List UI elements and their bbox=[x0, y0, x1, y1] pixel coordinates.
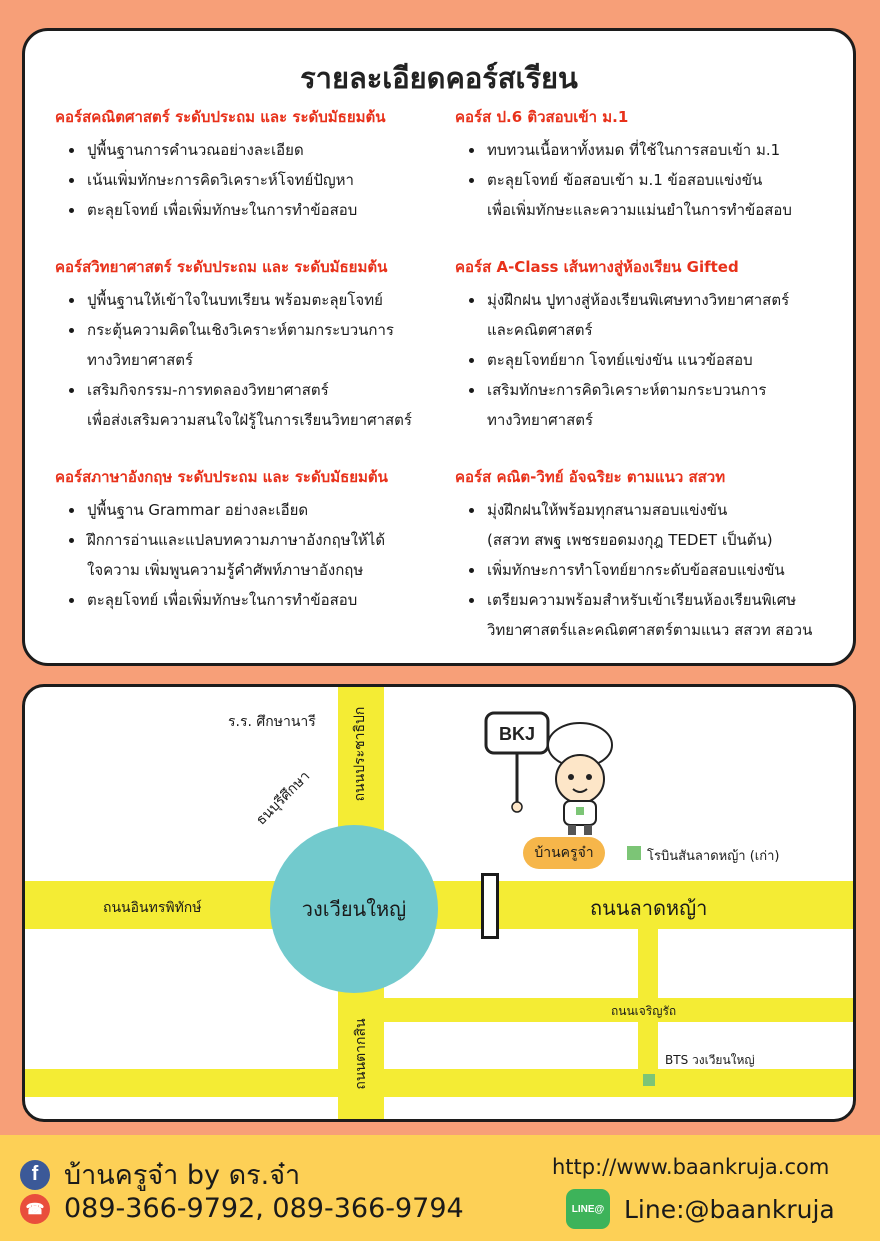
course-block bbox=[55, 465, 435, 615]
school-label: ร.ร. ศึกษานารี bbox=[228, 714, 316, 730]
course-bullet: เน้นเพิ่มทักษะการคิดวิเคราะห์โจทย์ปัญหา bbox=[55, 165, 435, 195]
road-bottom bbox=[25, 1069, 856, 1097]
course-bullet: ตะลุยโจทย์ เพื่อเพิ่มทักษะในการทำข้อสอบ bbox=[55, 195, 435, 225]
course-bullet: ตะลุยโจทย์ ข้อสอบเข้า ม.1 ข้อสอบแข่งขัน เพื่อเพิ่มทักษะและความแม่นยำในการทำข้อสอบ bbox=[455, 165, 845, 225]
robinson-label: โรบินสันลาดหญ้า (เก่า) bbox=[647, 849, 780, 864]
line-id[interactable]: Line:@baankruja bbox=[624, 1194, 835, 1224]
course-bullet: ปูพื้นฐานให้เข้าใจในบทเรียน พร้อมตะลุยโจทย์ bbox=[55, 285, 435, 315]
building-marker bbox=[481, 873, 499, 939]
course-bullet: ฝึกการอ่านและแปลบทความภาษาอังกฤษให้ได้ ใจความ เพิ่มพูนความรู้คำศัพท์ภาษาอังกฤษ bbox=[55, 525, 435, 585]
road-label-thonburi: ธนบุรีศึกษา bbox=[253, 768, 314, 829]
course-block bbox=[455, 105, 845, 225]
course-block bbox=[455, 465, 845, 645]
course-bullet: ปูพื้นฐาน Grammar อย่างละเอียด bbox=[55, 495, 435, 525]
course-title: คอร์ส A-Class เส้นทางสู่ห้องเรียน Gifted bbox=[455, 258, 739, 276]
bts-marker bbox=[643, 1074, 655, 1086]
line-icon[interactable]: LINE@ bbox=[566, 1189, 610, 1229]
road-label-charoenrat: ถนนเจริญรัถ bbox=[611, 1004, 677, 1018]
contact-footer bbox=[0, 1135, 880, 1241]
course-bullet: มุ่งฝึกฝน ปูทางสู่ห้องเรียนพิเศษทางวิทยาศาสตร์ และคณิตศาสตร์ bbox=[455, 285, 845, 345]
baankruja-badge: บ้านครูจ๋า bbox=[523, 837, 605, 869]
road-label-taksin: ถนนตากสิน bbox=[353, 1018, 369, 1090]
website-row bbox=[552, 1155, 829, 1179]
location-map bbox=[22, 684, 856, 1122]
road-label-prachathipok: ถนนประชาธิปก bbox=[352, 706, 368, 802]
course-bullet: ปูพื้นฐานการคำนวณอย่างละเอียด bbox=[55, 135, 435, 165]
facebook-name[interactable]: บ้านครูจ๋า by ดร.จ๋า bbox=[64, 1160, 301, 1191]
facebook-row bbox=[20, 1153, 300, 1196]
course-bullet: เสริมทักษะการคิดวิเคราะห์ตามกระบวนการ ทางวิทยาศาสตร์ bbox=[455, 375, 845, 435]
course-title: คอร์สวิทยาศาสตร์ ระดับประถม และ ระดับมัธยมต้น bbox=[55, 258, 388, 276]
bkj-sign-text: BKJ bbox=[498, 724, 536, 744]
roundabout-label: วงเวียนใหญ่ bbox=[301, 897, 407, 921]
course-bullet: ทบทวนเนื้อหาทั้งหมด ที่ใช้ในการสอบเข้า ม.1 bbox=[455, 135, 845, 165]
course-block bbox=[455, 255, 845, 435]
robinson-marker bbox=[627, 846, 641, 860]
course-title: คอร์สคณิตศาสตร์ ระดับประถม และ ระดับมัธยมต้น bbox=[55, 108, 386, 126]
facebook-icon[interactable]: f bbox=[20, 1160, 50, 1190]
course-title: คอร์สภาษาอังกฤษ ระดับประถม และ ระดับมัธยมต้น bbox=[55, 468, 388, 486]
course-block bbox=[55, 255, 435, 435]
line-row bbox=[566, 1189, 835, 1229]
course-bullet: มุ่งฝึกฝนให้พร้อมทุกสนามสอบแข่งขัน (สสวท สพฐ เพชรยอดมงกุฎ TEDET เป็นต้น) bbox=[455, 495, 845, 555]
course-bullet: ตะลุยโจทย์ยาก โจทย์แข่งขัน แนวข้อสอบ bbox=[455, 345, 845, 375]
course-bullet: เพิ่มทักษะการทำโจทย์ยากระดับข้อสอบแข่งขัน bbox=[455, 555, 845, 585]
website-link[interactable]: http://www.baankruja.com bbox=[552, 1155, 830, 1179]
bts-label: BTS วงเวียนใหญ่ bbox=[665, 1053, 755, 1067]
phone-row bbox=[20, 1193, 464, 1224]
course-bullet: กระตุ้นความคิดในเชิงวิเคราะห์ตามกระบวนการ ทางวิทยาศาสตร์ bbox=[55, 315, 435, 375]
course-bullet: เสริมกิจกรรม-การทดลองวิทยาศาสตร์ เพื่อส่งเสริมความสนใจใฝ่รู้ในการเรียนวิทยาศาสตร์ bbox=[55, 375, 435, 435]
road-label-latya: ถนนลาดหญ้า bbox=[590, 896, 708, 920]
page-title: รายละเอียดคอร์สเรียน bbox=[300, 61, 578, 95]
course-bullet: เตรียมความพร้อมสำหรับเข้าเรียนห้องเรียนพิเศษ วิทยาศาสตร์และคณิตศาสตร์ตามแนว สสวท สอวน bbox=[455, 585, 845, 645]
chef-mascot-icon bbox=[480, 707, 620, 837]
course-details-card bbox=[22, 28, 856, 666]
phone-numbers[interactable]: 089-366-9792, 089-366-9794 bbox=[64, 1193, 464, 1224]
phone-icon[interactable]: ☎ bbox=[20, 1194, 50, 1224]
road-bts-connector bbox=[638, 917, 658, 1077]
course-block bbox=[55, 105, 435, 225]
road-label-inthara: ถนนอินทรพิทักษ์ bbox=[103, 900, 202, 916]
course-title: คอร์ส คณิต-วิทย์ อัจฉริยะ ตามแนว สสวท bbox=[455, 468, 726, 486]
course-bullet: ตะลุยโจทย์ เพื่อเพิ่มทักษะในการทำข้อสอบ bbox=[55, 585, 435, 615]
course-title: คอร์ส ป.6 ติวสอบเข้า ม.1 bbox=[455, 108, 629, 126]
